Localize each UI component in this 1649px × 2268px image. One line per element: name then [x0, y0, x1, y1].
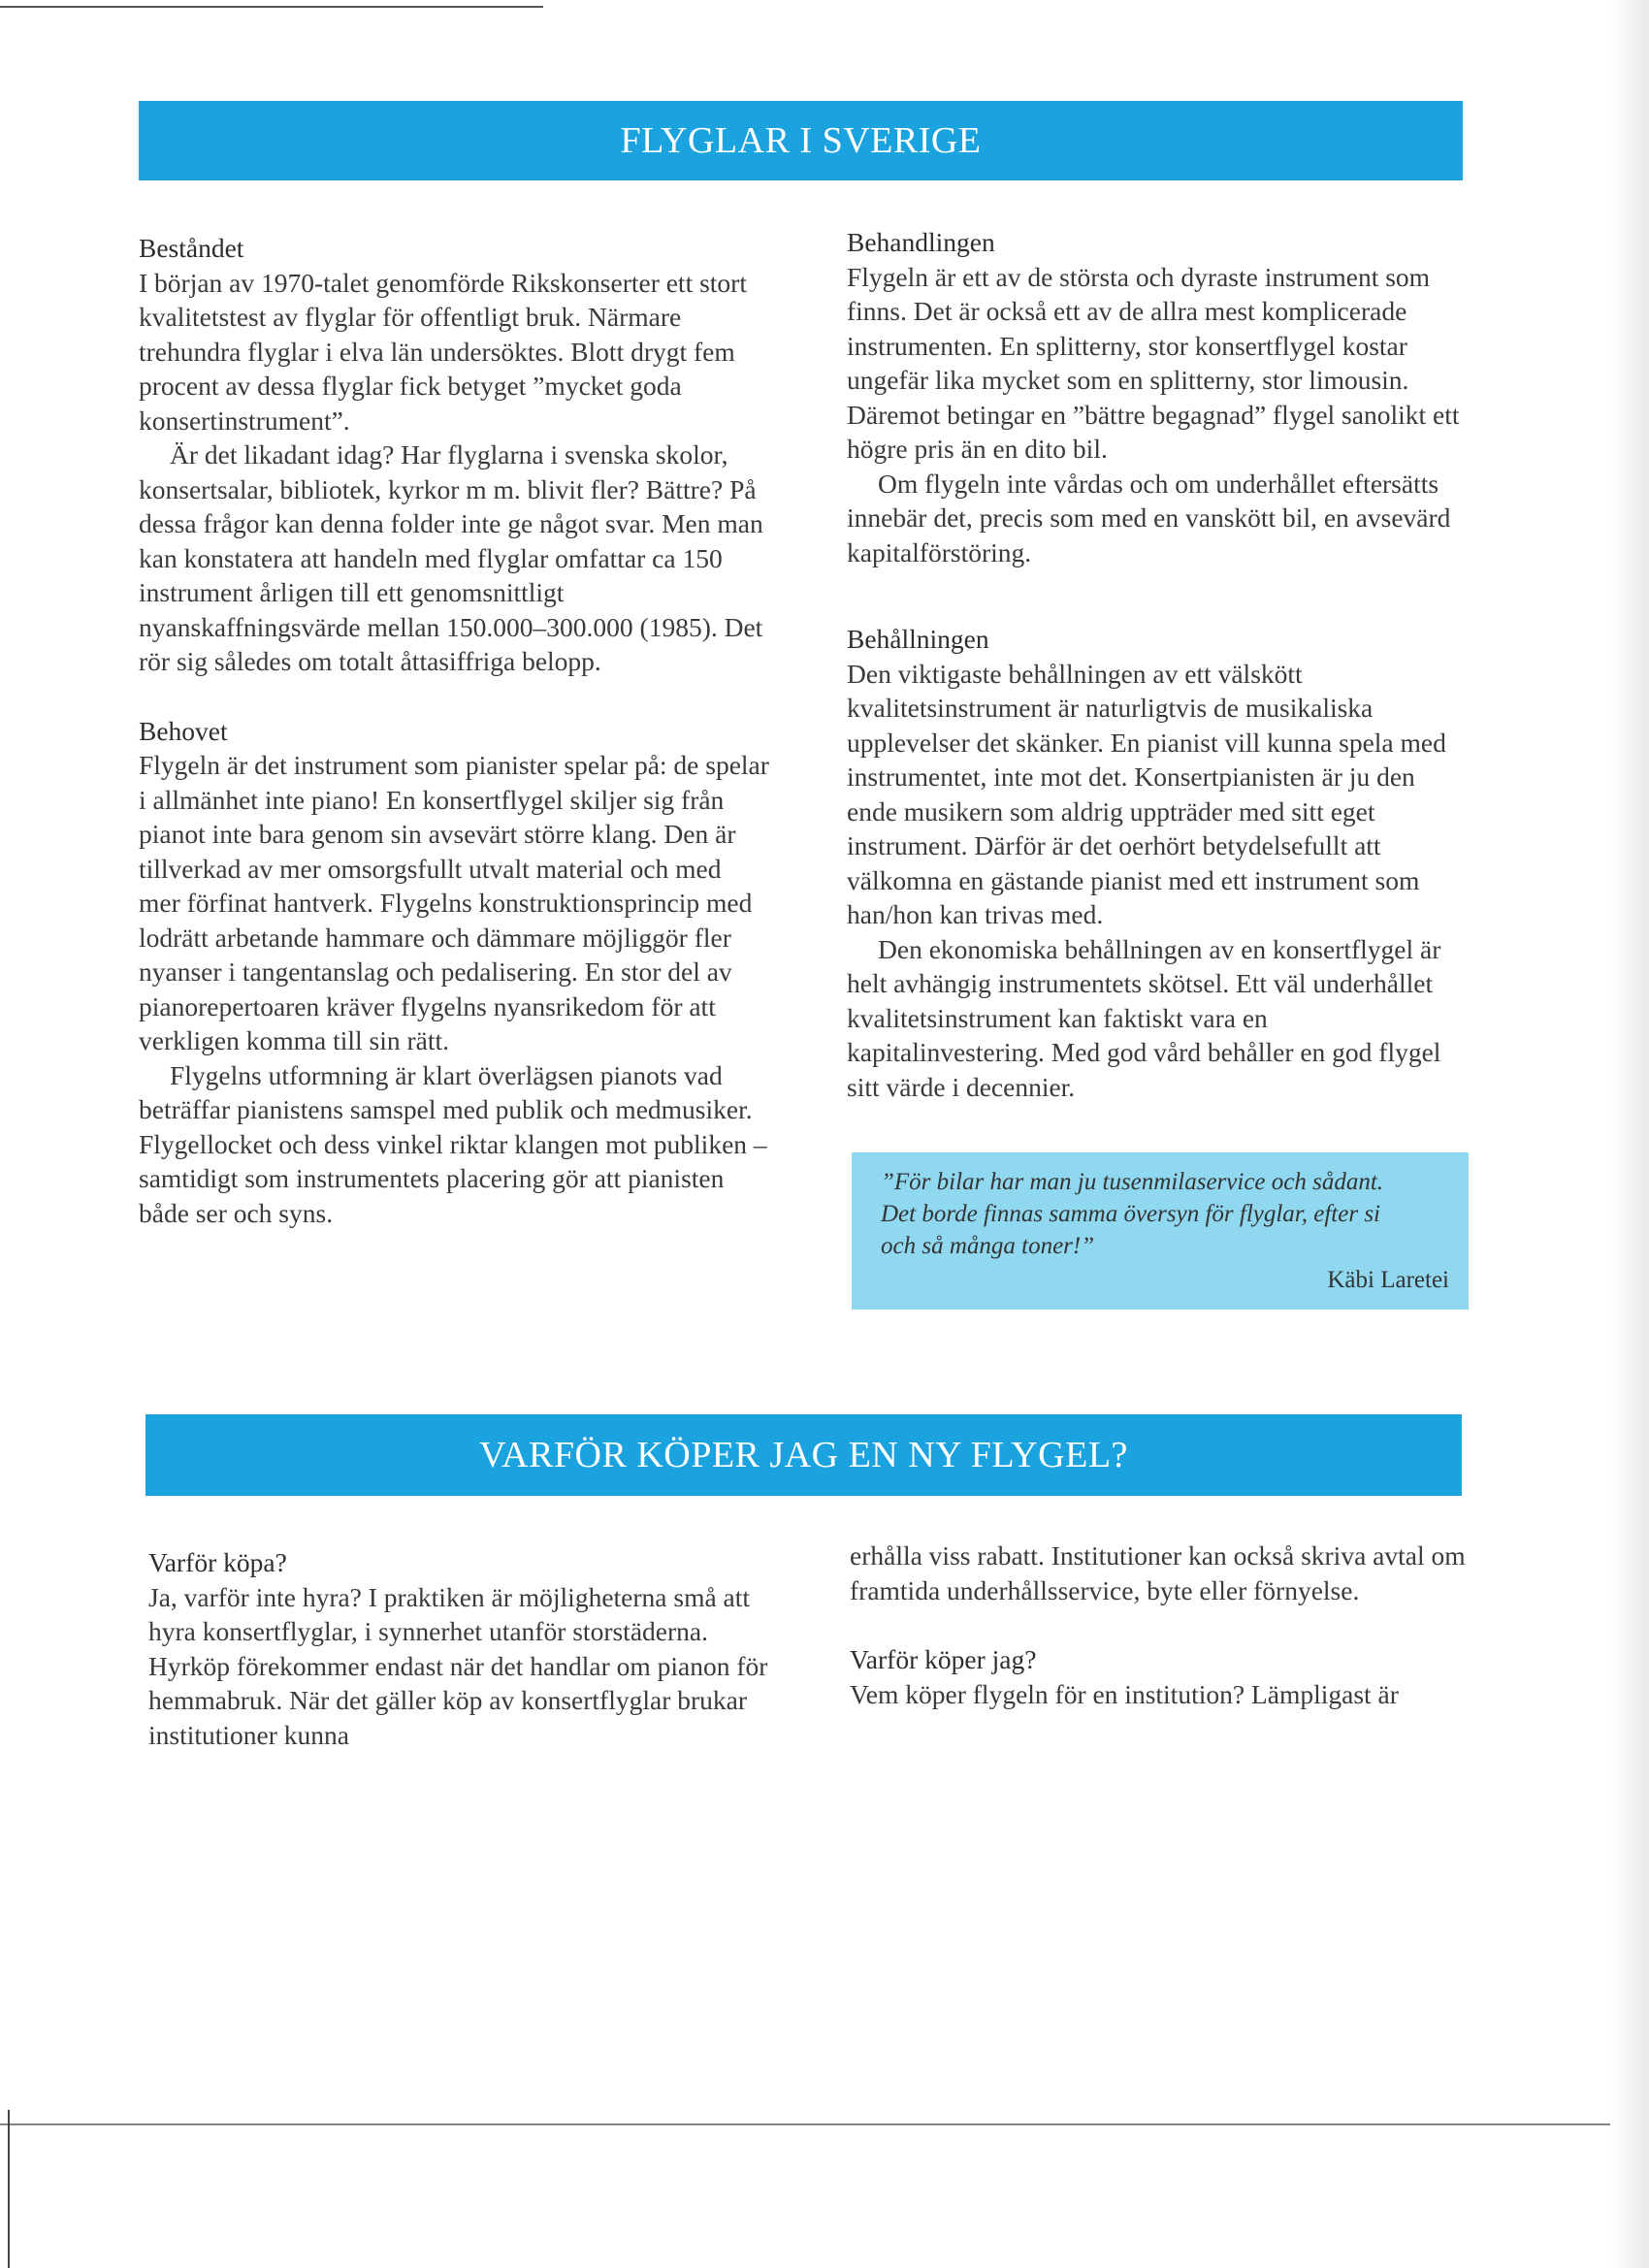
paragraph: Den ekonomiska behållningen av en konsertflygel är helt avhängig instrumentets skötsel. Ett väl underhållet kvalitetsinstrument kan faktiskt vara en kapitalinvestering. Med god vård behåller en god flygel sitt värde i decennier.	[847, 933, 1441, 1102]
quote-line: och så många toner!”	[881, 1233, 1095, 1259]
paragraph: Den viktigaste behållningen av ett välskött kvalitetsinstrument är naturligtvis de musikaliska upplevelser det skänker. En pianist vill kunna spela med instrumentet, inte mot det. Konsertpianisten är ju den ende musikern som aldrig uppträder med sitt eget instrument. Därför är det oerhört betydelsefullt att välkomna en gästande pianist med ett instrument som han/hon kan trivas med.	[847, 658, 1446, 929]
heading-behallningen: Behållningen	[847, 624, 989, 654]
scan-artifact-bottom	[0, 2123, 1610, 2125]
column-left-bottom	[148, 1545, 779, 1752]
column-right-top	[847, 225, 1468, 1104]
paragraph: Flygelns utformning är klart överlägsen pianots vad beträffar pianistens samspel med publik och medmusiker. Flygellocket och dess vinkel riktar klangen mot publiken – samtidigt som instrumentets placering gör att pianisten både ser och syns.	[139, 1059, 767, 1228]
heading-behovet: Behovet	[139, 715, 228, 746]
heading-varfor-koper-jag: Varför köper jag?	[850, 1644, 1037, 1674]
paragraph: Flygeln är ett av de största och dyraste instrument som finns. Det är också ett av de allra mest komplicerade instrumenten. En splitterny, stor konsertflygel kostar ungefär lika mycket som en splitterny, stor limousin. Däremot betingar en ”bättre begagnad” flygel sanolikt ett högre pris än en dito bil.	[847, 261, 1460, 464]
scan-artifact-left	[8, 2110, 10, 2268]
quote-line: ”För bilar har man ju tusenmilaservice och sådant.	[881, 1169, 1384, 1195]
paragraph: Vem köper flygeln för en institution? Lämpligast är	[850, 1678, 1399, 1709]
section-banner-flyglar: FLYGLAR I SVERIGE	[139, 101, 1463, 180]
quote-box	[852, 1152, 1469, 1310]
paragraph: Flygeln är det instrument som pianister spelar på: de spelar i allmänhet inte piano! En konsertflygel skiljer sig från pianot inte bara genom sin avsevärt större klang. Den är tillverkad av mer omsorgsfullt utvalt material och med mer förfinat hantverk. Flygelns konstruktionsprincip med lodrätt arbetande hammare och dämmare möjliggör fler nyanser i tangentanslag och pedalisering. En stor del av pianorepertoaren kräver flygelns nyansrikedom för att verkligen komma till sin rätt.	[139, 750, 769, 1055]
column-right-bottom	[850, 1539, 1490, 1711]
quote-author: Käbi Laretei	[1327, 1267, 1449, 1293]
paragraph: erhålla viss rabatt. Institutioner kan också skriva avtal om framtida underhållsservice, byte eller förnyelse.	[850, 1540, 1466, 1605]
section-banner-varfor: VARFÖR KÖPER JAG EN NY FLYGEL?	[146, 1414, 1462, 1496]
heading-behandlingen: Behandlingen	[847, 227, 995, 257]
paragraph: I början av 1970-talet genomförde Rikskonserter ett stort kvalitetstest av flyglar för offentligt bruk. Närmare trehundra flyglar i elva län undersöktes. Blott drygt fem procent av dessa flyglar fick betyget ”mycket goda konsertinstrument”.	[139, 267, 747, 436]
heading-bestandet: Beståndet	[139, 233, 244, 263]
paragraph: Är det likadant idag? Har flyglarna i svenska skolor, konsertsalar, bibliotek, kyrkor m m. blivit fler? Bättre? På dessa frågor kan denna folder inte ge något svar. Men man kan konstatera att handeln med flyglar omfattar ca 150 instrument årligen till ett genomsnittligt nyanskaffningsvärde mellan 150.000–300.000 (1985). Det rör sig således om totalt åttasiffriga belopp.	[139, 439, 763, 676]
paragraph: Om flygeln inte vårdas och om underhållet eftersätts innebär det, precis som med en vanskött bil, en avsevärd kapitalförstöring.	[847, 468, 1451, 567]
heading-varfor-kopa: Varför köpa?	[148, 1547, 287, 1577]
scan-edge	[1610, 0, 1649, 2268]
quote-line: Det borde finnas samma översyn för flyglar, efter si	[881, 1201, 1381, 1227]
column-left-top	[139, 231, 769, 1230]
paragraph: Ja, varför inte hyra? I praktiken är möjligheterna små att hyra konsertflyglar, i synnerhet utanför storstäderna. Hyrköp förekommer endast när det handlar om pianon för hemmabruk. När det gäller köp av konsertflyglar brukar institutioner kunna	[148, 1581, 768, 1750]
scan-artifact-top	[0, 6, 543, 8]
